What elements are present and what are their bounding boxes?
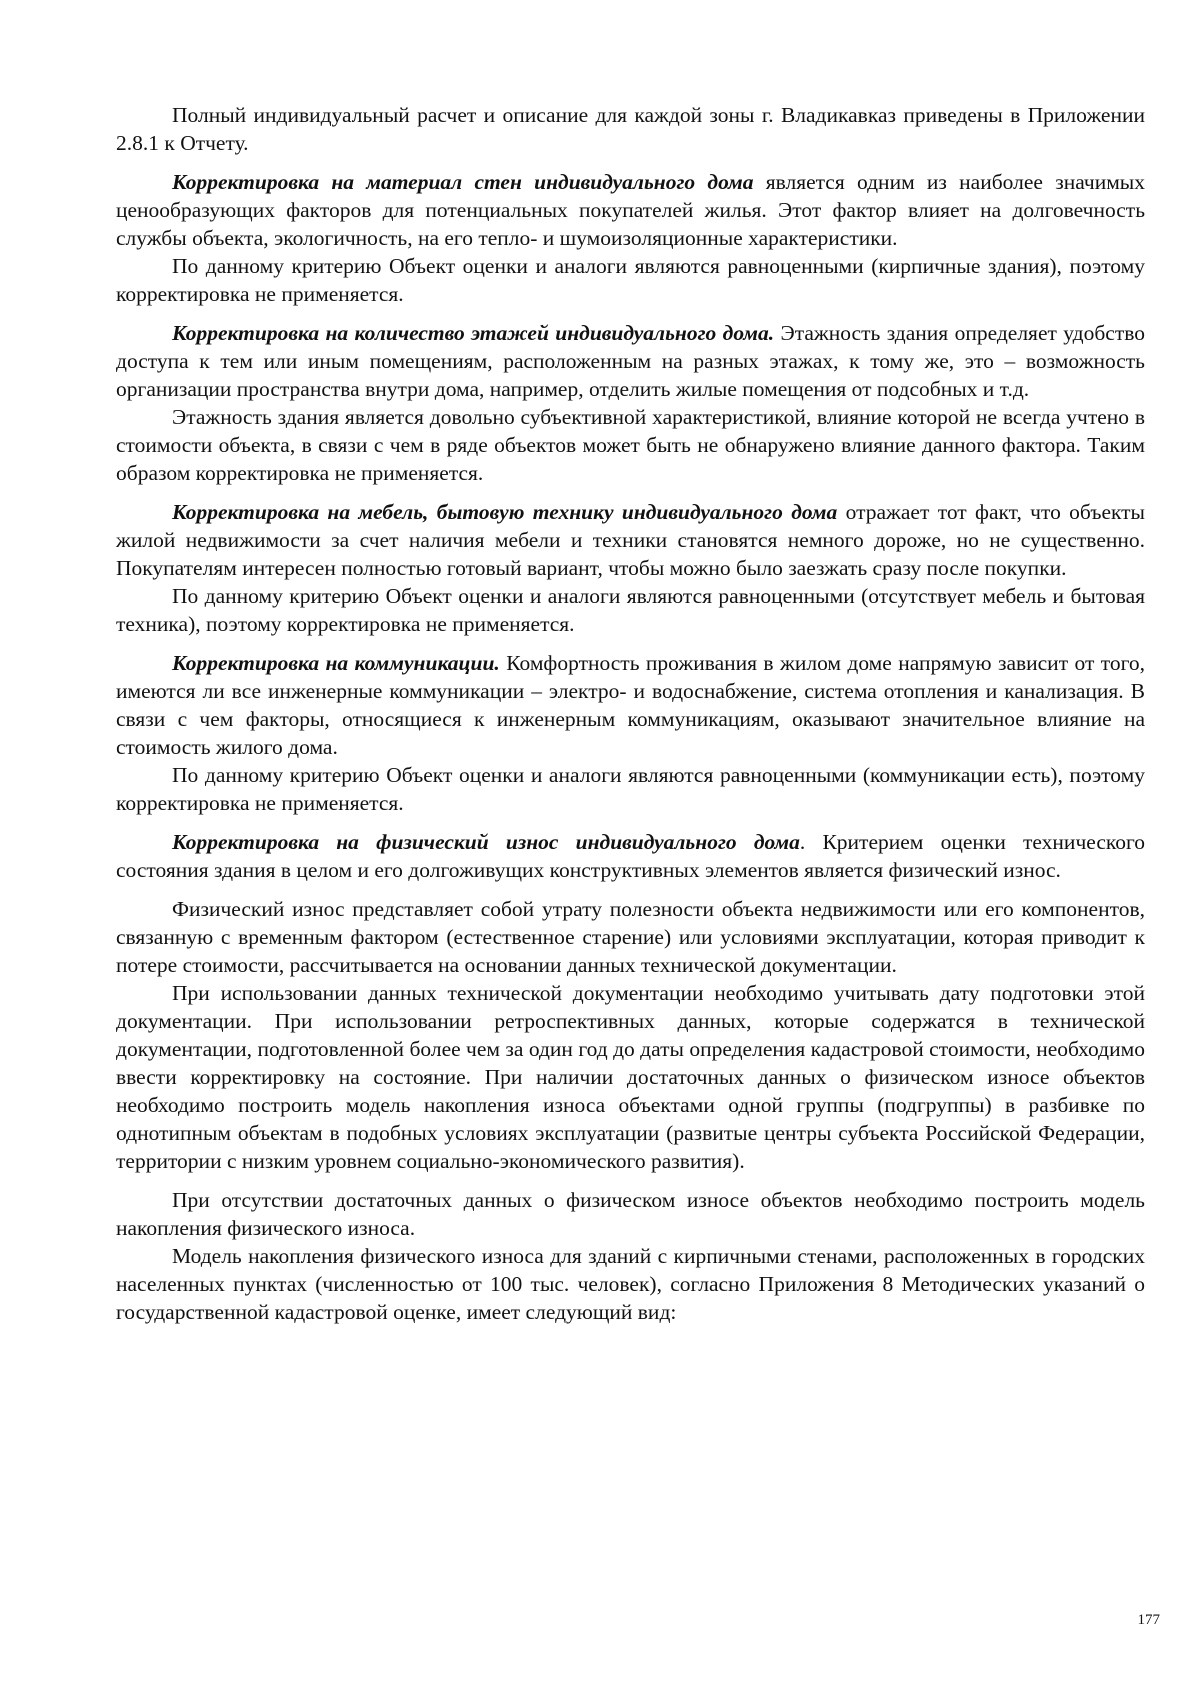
document-body: [116, 101, 1145, 1326]
paragraph-lead: Корректировка на коммуникации.: [172, 651, 500, 675]
paragraph-11: [116, 895, 1145, 979]
paragraph-9: [116, 761, 1145, 817]
paragraph-8: [116, 649, 1145, 761]
paragraph-13: [116, 1186, 1145, 1242]
paragraph-text: По данному критерию Объект оценки и аналоги являются равноценными (коммуникации есть), поэтому корректировка не применяется.: [116, 763, 1145, 815]
paragraph-text: По данному критерию Объект оценки и аналоги являются равноценными (отсутствует мебель и бытовая техника), поэтому корректировка не применяется.: [116, 584, 1145, 636]
paragraph-text: Физический износ представляет собой утрату полезности объекта недвижимости или его компонентов, связанную с временным фактором (естественное старение) или условиями эксплуатации, которая приводит к потере стоимости, рассчитывается на основании данных технической документации.: [116, 897, 1145, 977]
paragraph-text: Комфортность проживания в жилом доме напрямую зависит от того, имеются ли все инженерные коммуникации – электро- и водоснабжение, система отопления и канализация. В связи с чем факторы, относящиеся к инженерным коммуникациям, оказывают значительное влияние на стоимость жилого дома.: [116, 651, 1146, 759]
paragraph-text: Этажность здания определяет удобство доступа к тем или иным помещениям, расположенным на разных этажах, к тому же, это – возможность организации пространства внутри дома, например, отделить жилые помещения от подсобных и т.д.: [116, 321, 1145, 401]
paragraph-text: По данному критерию Объект оценки и аналоги являются равноценными (кирпичные здания), поэтому корректировка не применяется.: [116, 254, 1145, 306]
paragraph-7: [116, 582, 1145, 638]
paragraph-1: [116, 101, 1145, 157]
paragraph-text: При использовании данных технической документации необходимо учитывать дату подготовки этой документации. При использовании ретроспективных данных, которые содержатся в технической документации, подготовленной более чем за один год до даты определения кадастровой стоимости, необходимо ввести корректировку на состояние. При наличии достаточных данных о физическом износе объектов необходимо построить модель накопления износа объектами одной группы (подгруппы) в разбивке по однотипным объектам в подобных условиях эксплуатации (развитые центры субъекта Российской Федерации, территории с низким уровнем социально-экономического развития).: [116, 981, 1145, 1173]
paragraph-4: [116, 319, 1145, 403]
paragraph-14: [116, 1242, 1145, 1326]
page-number: 177: [1137, 1612, 1160, 1628]
paragraph-lead: Корректировка на материал стен индивидуального дома: [172, 170, 754, 194]
paragraph-text: отражает тот факт, что объекты жилой недвижимости за счет наличия мебели и техники становятся немного дороже, но не существенно. Покупателям интересен полностью готовый вариант, чтобы можно было заезжать сразу после покупки.: [116, 500, 1145, 580]
paragraph-12: [116, 979, 1145, 1175]
paragraph-text: Модель накопления физического износа для зданий с кирпичными стенами, расположенных в городских населенных пунктах (численностью от 100 тыс. человек), согласно Приложения 8 Методических указаний о государственной кадастровой оценке, имеет следующий вид:: [116, 1244, 1145, 1324]
paragraph-3: [116, 252, 1145, 308]
paragraph-text: . Критерием оценки технического состояния здания в целом и его долгоживущих конструктивных элементов является физический износ.: [116, 830, 1146, 882]
paragraph-lead: Корректировка на количество этажей индивидуального дома.: [172, 321, 775, 345]
paragraph-2: [116, 168, 1145, 252]
paragraph-text: Полный индивидуальный расчет и описание для каждой зоны г. Владикавказ приведены в Приложении 2.8.1 к Отчету.: [116, 103, 1145, 155]
paragraph-text: является одним из наиболее значимых ценообразующих факторов для потенциальных покупателей жилья. Этот фактор влияет на долговечность службы объекта, экологичность, на его тепло- и шумоизоляционные характеристики.: [116, 170, 1145, 250]
paragraph-text: Этажность здания является довольно субъективной характеристикой, влияние которой не всегда учтено в стоимости объекта, в связи с чем в ряде объектов может быть не обнаружено влияние данного фактора. Таким образом корректировка не применяется.: [116, 405, 1145, 485]
paragraph-lead: Корректировка на мебель, бытовую технику индивидуального дома: [172, 500, 838, 524]
paragraph-text: При отсутствии достаточных данных о физическом износе объектов необходимо построить модель накопления физического износа.: [116, 1188, 1145, 1240]
paragraph-lead: Корректировка на физический износ индивидуального дома: [172, 830, 800, 854]
paragraph-10: [116, 828, 1145, 884]
paragraph-6: [116, 498, 1145, 582]
paragraph-5: [116, 403, 1145, 487]
